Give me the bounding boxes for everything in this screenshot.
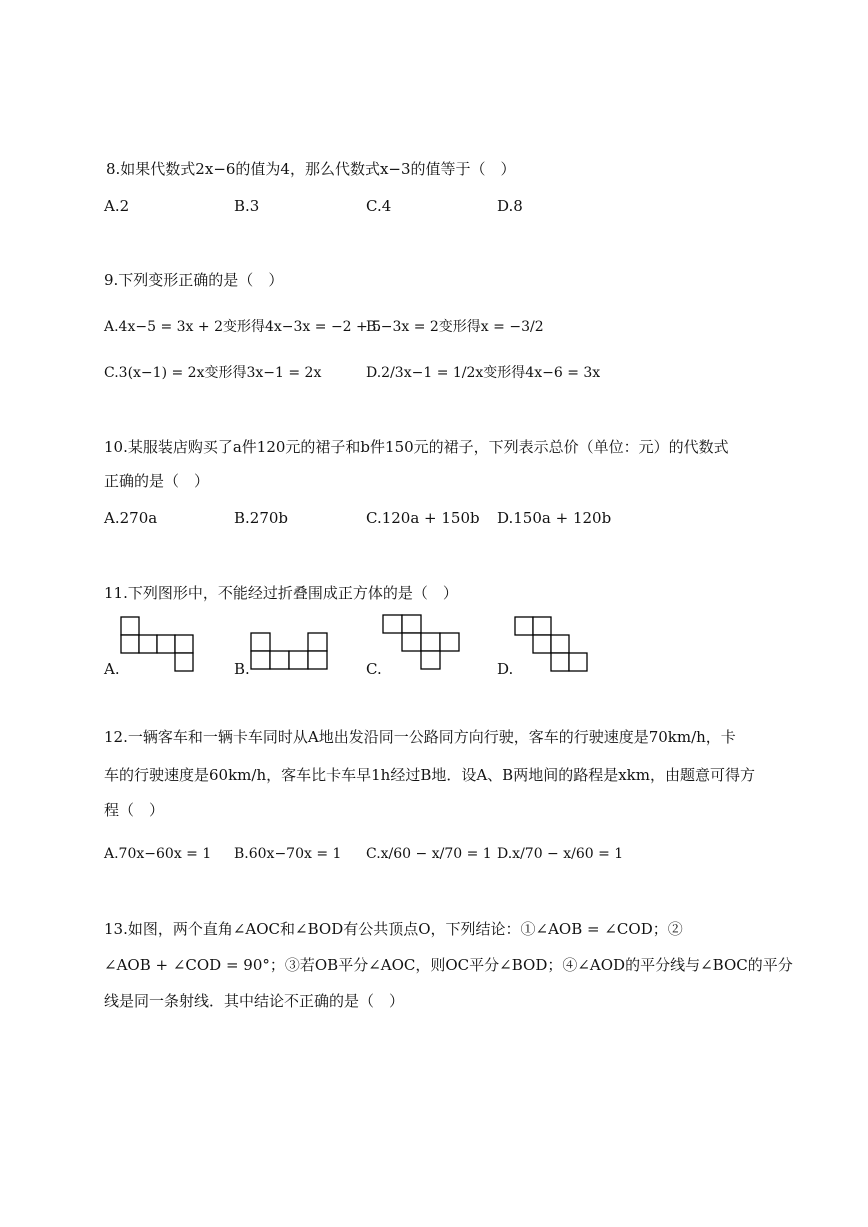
q10-option-d[interactable]: D.150a + 120b	[497, 509, 612, 527]
q8-option-c[interactable]: C.4	[366, 197, 392, 215]
question-13-stem-line1: 13.如图，两个直角∠AOC和∠BOD有公共顶点O，下列结论：①∠AOB = ∠COD；②	[104, 920, 683, 938]
question-9-stem: 9.下列变形正确的是（ ）	[104, 271, 284, 289]
q9-option-a[interactable]: A.4x−5 = 3x + 2变形得4x−3x = −2 + 5	[104, 319, 382, 335]
cube-net-d	[512, 614, 592, 672]
q12-option-a[interactable]: A.70x−60x = 1	[104, 846, 212, 862]
q10-option-b[interactable]: B.270b	[234, 509, 289, 527]
q12-option-d[interactable]: D.x/70 − x/60 = 1	[497, 846, 624, 862]
question-10-stem-line1: 10.某服装店购买了a件120元的裙子和b件150元的裙子，下列表示总价（单位：元）的代数式	[104, 438, 729, 456]
q10-option-a[interactable]: A.270a	[104, 509, 158, 527]
q8-option-d[interactable]: D.8	[497, 197, 523, 215]
q11-option-c[interactable]: C.	[366, 660, 382, 678]
question-13-stem-line2: ∠AOB + ∠COD = 90°；③若OB平分∠AOC，则OC平分∠BOD；④∠AOD的平分线与∠BOC的平分	[104, 956, 793, 974]
q10-option-c[interactable]: C.120a + 150b	[366, 509, 480, 527]
q8-option-b[interactable]: B.3	[234, 197, 260, 215]
cube-net-b	[248, 630, 332, 672]
question-8-stem: 8.如果代数式2x−6的值为4，那么代数式x−3的值等于（ ）	[106, 160, 516, 178]
q9-option-b[interactable]: B.−3x = 2变形得x = −3/2	[366, 319, 544, 335]
q11-option-d[interactable]: D.	[497, 660, 514, 678]
q9-option-d[interactable]: D.2/3x−1 = 1/2x变形得4x−6 = 3x	[366, 365, 601, 381]
question-11-stem: 11.下列图形中，不能经过折叠围成正方体的是（ ）	[104, 584, 458, 602]
q9-option-c[interactable]: C.3(x−1) = 2x变形得3x−1 = 2x	[104, 365, 322, 381]
q12-option-c[interactable]: C.x/60 − x/70 = 1	[366, 846, 492, 862]
question-10-stem-line2: 正确的是（ ）	[104, 472, 210, 490]
question-12-stem-line1: 12.一辆客车和一辆卡车同时从A地出发沿同一公路同方向行驶，客车的行驶速度是70km/h，卡	[104, 728, 736, 746]
question-12-stem-line3: 程（ ）	[104, 801, 165, 819]
q11-option-b[interactable]: B.	[234, 660, 250, 678]
q11-option-a[interactable]: A.	[104, 660, 120, 678]
question-13-stem-line3: 线是同一条射线．其中结论不正确的是（ ）	[104, 992, 405, 1010]
q12-option-b[interactable]: B.60x−70x = 1	[234, 846, 342, 862]
cube-net-a	[118, 614, 198, 672]
cube-net-c	[380, 612, 462, 672]
q8-option-a[interactable]: A.2	[104, 197, 130, 215]
question-12-stem-line2: 车的行驶速度是60km/h，客车比卡车早1h经过B地．设A、B两地间的路程是xkm，由题意可得方	[104, 766, 755, 784]
